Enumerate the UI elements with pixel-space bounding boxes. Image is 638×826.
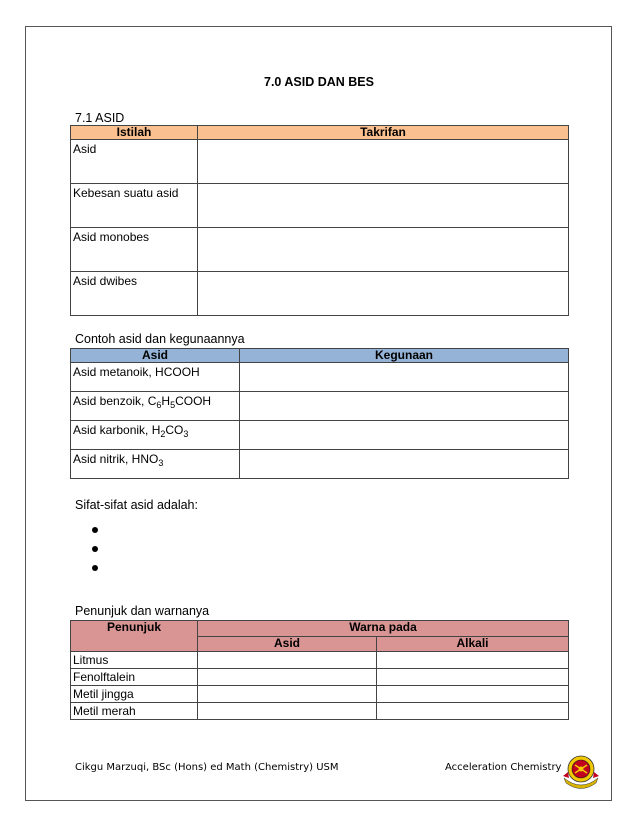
header-asid-color: Asid: [198, 636, 377, 652]
indicator-cell: Metil merah: [73, 704, 136, 718]
alkali-color-cell: [377, 703, 569, 720]
acid-color-cell: [198, 686, 377, 703]
acid-name-cell: Asid nitrik, $HNO_3$: [73, 452, 164, 468]
table-header-row: [71, 126, 569, 140]
definition-cell: [198, 272, 569, 316]
table-row: [71, 686, 569, 703]
acid-color-cell: [198, 669, 377, 686]
alkali-color-cell: [377, 686, 569, 703]
definitions-table: [70, 125, 569, 316]
term-cell: Asid dwibes: [73, 274, 138, 288]
bullet-point: [92, 527, 98, 533]
bullet-point: [92, 546, 98, 552]
usage-cell: [240, 421, 569, 450]
table-row: [71, 669, 569, 686]
header-takrifan: Takrifan: [198, 126, 569, 140]
header-alkali-color: Alkali: [377, 636, 569, 652]
table-row: [71, 392, 569, 421]
school-crest-icon: [560, 752, 602, 790]
term-cell: Kebesan suatu asid: [73, 186, 179, 200]
table-header-row: [71, 621, 569, 637]
indicator-label: Penunjuk dan warnanya: [75, 604, 210, 618]
table-row: [71, 703, 569, 720]
definition-cell: [198, 140, 569, 184]
table-row: [71, 421, 569, 450]
properties-label: Sifat-sifat asid adalah:: [75, 498, 198, 512]
footer-course: Acceleration Chemistry: [445, 762, 562, 773]
table-row: [71, 652, 569, 669]
section-label: 7.1 ASID: [75, 111, 125, 125]
alkali-color-cell: [377, 669, 569, 686]
table-row: [71, 184, 569, 228]
definition-cell: [198, 184, 569, 228]
usage-cell: [240, 392, 569, 421]
header-kegunaan: Kegunaan: [240, 349, 569, 363]
page-title: 7.0 ASID DAN BES: [264, 75, 374, 89]
alkali-color-cell: [377, 652, 569, 669]
header-asid: Asid: [71, 349, 240, 363]
examples-label: Contoh asid dan kegunaannya: [75, 332, 245, 346]
table-row: [71, 450, 569, 479]
usage-cell: [240, 450, 569, 479]
table-row: [71, 272, 569, 316]
indicator-cell: Metil jingga: [73, 687, 134, 701]
footer-author: Cikgu Marzuqi, BSc (Hons) ed Math (Chemistry) USM: [75, 762, 339, 773]
term-cell: Asid monobes: [73, 230, 150, 244]
usage-cell: [240, 363, 569, 392]
indicator-cell: Litmus: [73, 653, 109, 667]
acid-uses-table: [70, 348, 569, 479]
acid-name-cell: Asid karbonik, $H_2CO_3$: [73, 423, 189, 439]
term-cell: Asid: [73, 142, 97, 156]
header-penunjuk: Penunjuk: [71, 621, 198, 652]
bullet-point: [92, 565, 98, 571]
acid-color-cell: [198, 703, 377, 720]
definition-cell: [198, 228, 569, 272]
bullet-list: [92, 527, 98, 584]
table-header-row: [71, 349, 569, 363]
header-istilah: Istilah: [71, 126, 198, 140]
acid-name-cell: Asid benzoik, $C_6H_5COOH$: [73, 394, 212, 410]
header-warna-pada: Warna pada: [198, 621, 569, 637]
table-row: [71, 228, 569, 272]
indicator-cell: Fenolftalein: [73, 670, 136, 684]
table-row: [71, 363, 569, 392]
table-row: [71, 140, 569, 184]
acid-name-cell: Asid metanoik, HCOOH: [73, 365, 200, 379]
indicator-table: [70, 620, 569, 720]
acid-color-cell: [198, 652, 377, 669]
